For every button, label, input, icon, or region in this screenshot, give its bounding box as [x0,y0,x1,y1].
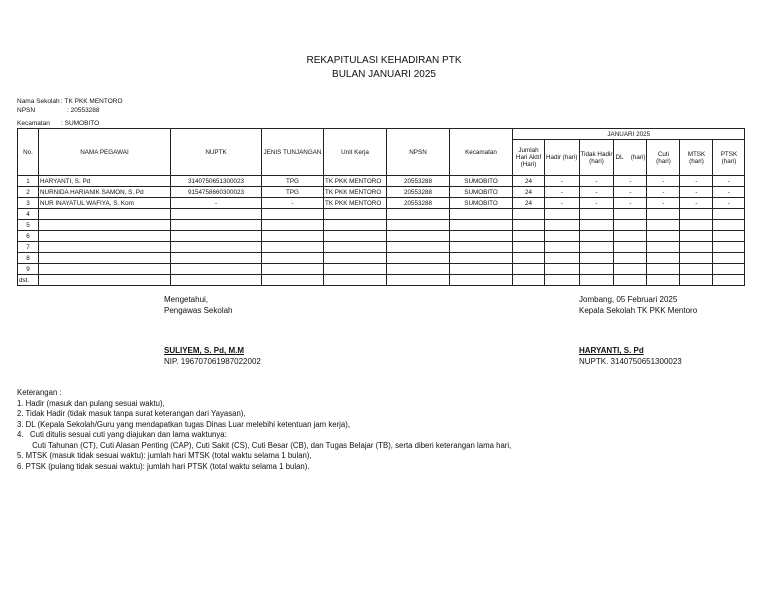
cell-dl: - [614,187,647,198]
cell-ptsk [713,231,745,242]
cell-nuptk [171,231,262,242]
note-item: 4. Cuti ditulis sesuai cuti yang diajukan dan lama waktunya: [17,430,227,439]
cell-no: 5 [18,220,39,231]
cell-nuptk [171,264,262,275]
cell-nama [39,242,171,253]
right-signer-name: HARYANTI, S. Pd [579,346,644,355]
cell-dl [614,275,647,286]
report-title: REKAPITULASI KEHADIRAN PTK [306,55,462,66]
cell-nuptk [171,220,262,231]
cell-cuti [647,253,680,264]
header-npsn: NPSN [387,129,450,176]
cell-cuti: - [647,198,680,209]
cell-npsn [387,253,450,264]
cell-nuptk: 3140750651300023 [171,176,262,187]
cell-jumlah [513,209,545,220]
cell-npsn [387,209,450,220]
note-item: Cuti Tahunan (CT), Cuti Alasan Penting (CAP), Cuti Sakit (CS), Cuti Besar (CB), dan Tugas Belajar (TB), serta diberi keterangan lama hari, [17,440,512,450]
cell-no: 6 [18,231,39,242]
table-row [18,253,745,264]
school-name-value: : TK PKK MENTORO [61,98,123,105]
cell-jumlah: 24 [513,187,545,198]
cell-nama [39,253,171,264]
left-sig-line2: Pengawas Sekolah [164,306,233,315]
cell-mtsk [680,275,713,286]
cell-cuti [647,242,680,253]
cell-cuti [647,231,680,242]
kecamatan-value: : SUMOBITO [61,120,100,127]
header-unit: Unit Kerja [324,129,387,176]
cell-kec [450,264,513,275]
cell-jumlah [513,275,545,286]
left-sig-line1: Mengetahui, [164,295,209,304]
cell-unit [324,231,387,242]
header-nuptk: NUPTK [171,129,262,176]
cell-no: 9 [18,264,39,275]
cell-hadir [545,275,580,286]
cell-dl: - [614,198,647,209]
cell-jumlah [513,253,545,264]
cell-cuti [647,220,680,231]
cell-nama: NURNIDA HARIANIK SAMON, S. Pd [39,187,171,198]
cell-cuti [647,275,680,286]
cell-npsn [387,275,450,286]
cell-nuptk [171,253,262,264]
table-row [18,176,745,187]
cell-nama [39,264,171,275]
header-cuti: Cuti (hari) [647,140,680,176]
cell-npsn: 20553288 [387,176,450,187]
notes-section [17,388,511,472]
cell-tidak [579,264,614,275]
cell-kec: SUMOBITO [450,176,513,187]
cell-hadir [545,231,580,242]
cell-jenis [262,220,324,231]
cell-dl [614,209,647,220]
kecamatan-label: Kecamatan [17,120,50,127]
header-hadir: Hadir (hari) [545,140,580,176]
header-nama: NAMA PEGAWAI [39,129,171,176]
cell-jenis: TPG [262,176,324,187]
cell-mtsk: - [680,198,713,209]
table-row [18,187,745,198]
cell-kec [450,242,513,253]
cell-jenis [262,275,324,286]
npsn-label: NPSN [17,107,36,114]
header-month: JANUARI 2025 [513,129,745,140]
table-row [18,198,745,209]
cell-cuti [647,264,680,275]
cell-nuptk: 9154758660300023 [171,187,262,198]
cell-ptsk [713,220,745,231]
left-signature-block [164,294,233,316]
cell-jumlah: 24 [513,198,545,209]
cell-nuptk [171,275,262,286]
header-no: No. [18,129,39,176]
cell-unit: TK PKK MENTORO [324,176,387,187]
cell-kec [450,275,513,286]
cell-nama [39,275,171,286]
cell-jumlah [513,220,545,231]
table-row [18,220,745,231]
cell-tidak: - [579,198,614,209]
cell-cuti: - [647,176,680,187]
cell-mtsk [680,242,713,253]
header-tidak-hadir: Tidak Hadir (hari) [579,140,614,176]
cell-mtsk [680,209,713,220]
cell-cuti: - [647,187,680,198]
npsn-value: : 20553288 [67,107,100,114]
header-jumlah: Jumlah Hari Aktif (Hari) [513,140,545,176]
cell-kec [450,220,513,231]
note-item: 3. DL (Kepala Sekolah/Guru yang mendapatkan tugas Dinas Luar melebihi ketentuan jam kerja), [17,419,351,429]
cell-tidak [579,231,614,242]
cell-dl [614,242,647,253]
cell-nama: NUR INAYATUL WAFIYA, S. Kom [39,198,171,209]
cell-nama [39,209,171,220]
cell-nama [39,220,171,231]
cell-nuptk [171,209,262,220]
cell-hadir [545,253,580,264]
cell-kec: SUMOBITO [450,198,513,209]
cell-unit [324,264,387,275]
cell-ptsk [713,264,745,275]
cell-npsn [387,264,450,275]
cell-kec [450,209,513,220]
cell-tidak [579,275,614,286]
cell-npsn [387,231,450,242]
cell-jumlah: 24 [513,176,545,187]
header-mtsk: MTSK (hari) [680,140,713,176]
cell-mtsk [680,231,713,242]
cell-tidak: - [579,187,614,198]
cell-hadir [545,264,580,275]
right-signer-id: NUPTK. 3140750651300023 [579,357,682,366]
cell-ptsk: - [713,198,745,209]
right-sig-line2: Kepala Sekolah TK PKK Mentoro [579,306,698,315]
cell-no: dst. [18,275,39,286]
cell-jenis [262,253,324,264]
cell-no: 7 [18,242,39,253]
cell-tidak [579,209,614,220]
left-signer [164,345,261,367]
cell-ptsk: - [713,176,745,187]
cell-npsn: 20553288 [387,198,450,209]
note-item: 1. Hadir (masuk dan pulang sesuai waktu), [17,398,165,408]
note-item: 2. Tidak Hadir (tidak masuk tanpa surat keterangan dari Yayasan), [17,409,246,418]
left-signer-name: SULIYEM, S. Pd, M.M [164,346,245,355]
left-signer-id: NIP. 196707061987022002 [164,357,261,366]
cell-jenis: TPG [262,187,324,198]
cell-nuptk: - [171,198,262,209]
right-signature-block [579,294,697,316]
cell-ptsk [713,242,745,253]
cell-mtsk: - [680,187,713,198]
cell-nama: HARYANTI, S. Pd [39,176,171,187]
header-kecamatan: Kecamatan [450,129,513,176]
cell-unit: TK PKK MENTORO [324,187,387,198]
cell-hadir [545,242,580,253]
cell-jumlah [513,231,545,242]
cell-npsn [387,242,450,253]
header-ptsk: PTSK (hari) [713,140,745,176]
cell-no: 1 [18,176,39,187]
cell-jenis: - [262,198,324,209]
cell-unit [324,275,387,286]
cell-dl [614,231,647,242]
cell-kec: SUMOBITO [450,187,513,198]
cell-cuti [647,209,680,220]
cell-unit [324,242,387,253]
cell-ptsk [713,275,745,286]
cell-dl: - [614,176,647,187]
note-item: 5. MTSK (masuk tidak sesuai waktu): jumlah hari MTSK (total waktu selama 1 bulan), [17,451,312,460]
cell-unit [324,220,387,231]
cell-tidak [579,242,614,253]
header-jenis: JENIS TUNJANGAN [262,129,324,176]
cell-jenis [262,264,324,275]
table-row [18,231,745,242]
cell-hadir: - [545,176,580,187]
cell-jumlah [513,264,545,275]
table-row [18,275,745,286]
cell-jumlah [513,242,545,253]
cell-tidak: - [579,176,614,187]
cell-kec [450,231,513,242]
header-dl: DL (hari) [614,140,647,176]
cell-tidak [579,220,614,231]
cell-kec [450,253,513,264]
cell-hadir [545,220,580,231]
attendance-table [17,128,745,286]
cell-unit [324,209,387,220]
cell-mtsk [680,220,713,231]
cell-hadir [545,209,580,220]
cell-no: 3 [18,198,39,209]
right-sig-line1: Jombang, 05 Februari 2025 [579,295,678,304]
cell-npsn: 20553288 [387,187,450,198]
right-signer [579,345,682,367]
cell-mtsk: - [680,176,713,187]
cell-ptsk [713,209,745,220]
cell-dl [614,264,647,275]
cell-tidak [579,253,614,264]
cell-jenis [262,231,324,242]
notes-heading: Keterangan : [17,388,62,397]
table-row [18,242,745,253]
cell-no: 8 [18,253,39,264]
cell-ptsk [713,253,745,264]
table-row [18,209,745,220]
cell-hadir: - [545,187,580,198]
table-row [18,264,745,275]
table-body [18,176,745,286]
cell-jenis [262,242,324,253]
cell-jenis [262,209,324,220]
cell-hadir: - [545,198,580,209]
cell-npsn [387,220,450,231]
cell-mtsk [680,264,713,275]
report-subtitle: BULAN JANUARI 2025 [332,69,436,80]
cell-nuptk [171,242,262,253]
cell-dl [614,253,647,264]
cell-dl [614,220,647,231]
cell-unit [324,253,387,264]
cell-no: 2 [18,187,39,198]
school-name-label: Nama Sekolah [17,98,60,105]
cell-ptsk: - [713,187,745,198]
cell-no: 4 [18,209,39,220]
note-item: 6. PTSK (pulang tidak sesuai waktu): jumlah hari PTSK (total waktu selama 1 bulan). [17,461,310,471]
cell-nama [39,231,171,242]
cell-unit: TK PKK MENTORO [324,198,387,209]
cell-mtsk [680,253,713,264]
